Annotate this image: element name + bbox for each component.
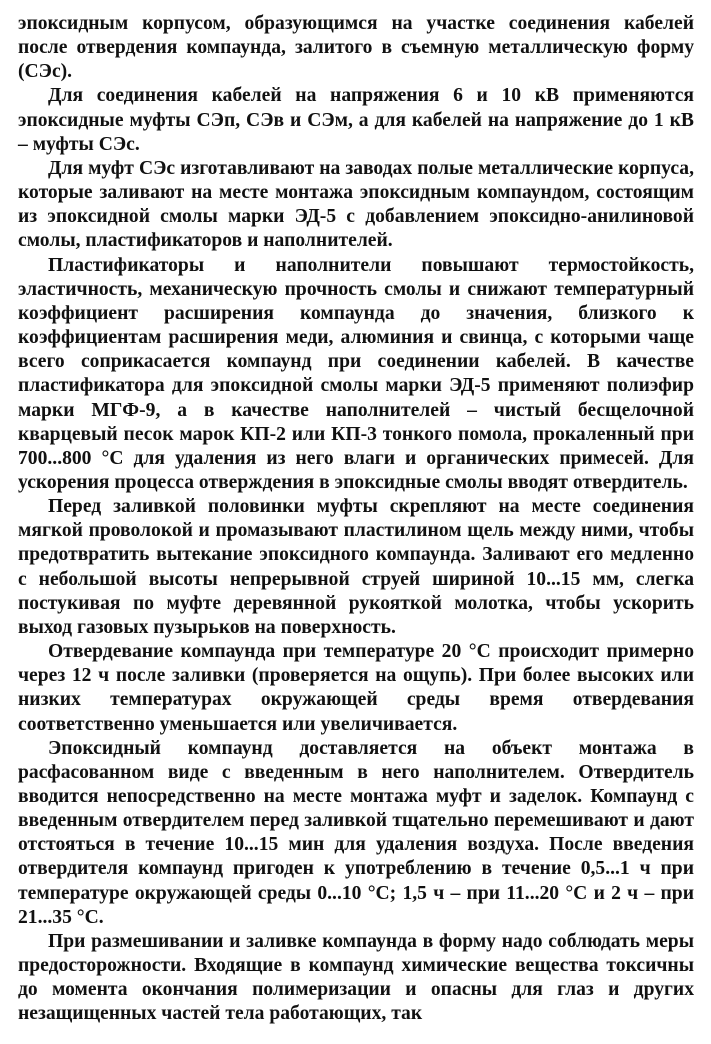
paragraph-1: эпоксидным корпусом, образующимся на участке соединения кабелей после отвердения компаунда, залитого в съемную металлическую форму (СЭс). [18,13,694,83]
paragraph-7: Эпоксидный компаунд доставляется на объект монтажа в расфасованном виде с введенным в него наполнителем. Отвердитель вводится непосредственно на месте монтажа муфт и заделок. Компаунд с введенным отвердителем перед заливкой тщательно перемешивают и дают отстояться в течение 10...15 мин для удаления воздуха. После введения отвердителя компаунд пригоден к употреблению в течение 0,5...1 ч при температуре окружающей среды 0...10 °С; 1,5 ч – при 11...20 °С и 2 ч – при 21...35 °С. [18,737,694,928]
paragraph-3: Для муфт СЭс изготавливают на заводах полые металлические корпуса, которые заливают на месте монтажа эпоксидным компаундом, состоящим из эпоксидной смолы марки ЭД-5 с добавлением эпоксидно-анилиновой смолы, пластификаторов и наполнителей. [18,157,694,252]
paragraph-8: При размешивании и заливке компаунда в форму надо соблюдать меры предосторожности. Входящие в компаунд химические вещества токсичны до момента окончания полимеризации и опасны для глаз и других незащищенных частей тела работающих, так [18,930,694,1025]
paragraph-6: Отвердевание компаунда при температуре 20 °С происходит примерно через 12 ч после заливки (проверяется на ощупь). При более высоких или низких температурах окружающей среды время отвердевания соответственно уменьшается или увеличивается. [18,641,694,735]
paragraph-4: Пластификаторы и наполнители повышают термостойкость, эластичность, механическую прочность смолы и снижают температурный коэффициент расширения компаунда до значения, близкого к коэффициентам расширения меди, алюминия и свинца, с которыми чаще всего соприкасается компаунд при соединении кабелей. В качестве пластификатора для эпоксидной смолы марки ЭД-5 применяют полиэфир марки МГФ-9, а в качестве наполнителей – чистый бесщелочной кварцевый песок марок КП-2 или КП-3 тонкого помола, прокаленный при 700...800 °С для удаления из него влаги и органических примесей. Для ускорения процесса отверждения в эпоксидные смолы вводят отвердитель. [18,254,694,493]
paragraph-5: Перед заливкой половинки муфты скрепляют на месте соединения мягкой проволокой и промазывают пластилином щель между ними, чтобы предотвратить вытекание эпоксидного компаунда. Заливают его медленно с небольшой высоты непрерывной струей шириной 10...15 мм, слегка постукивая по муфте деревянной рукояткой молотка, чтобы ускорить выход газовых пузырьков на поверхность. [18,496,694,638]
paragraph-2: Для соединения кабелей на напряжения 6 и 10 кВ применяются эпоксидные муфты СЭп, СЭв и СЭм, а для кабелей на напряжение до 1 кВ – муфты СЭс. [18,85,694,155]
document-page [18,12,694,1027]
